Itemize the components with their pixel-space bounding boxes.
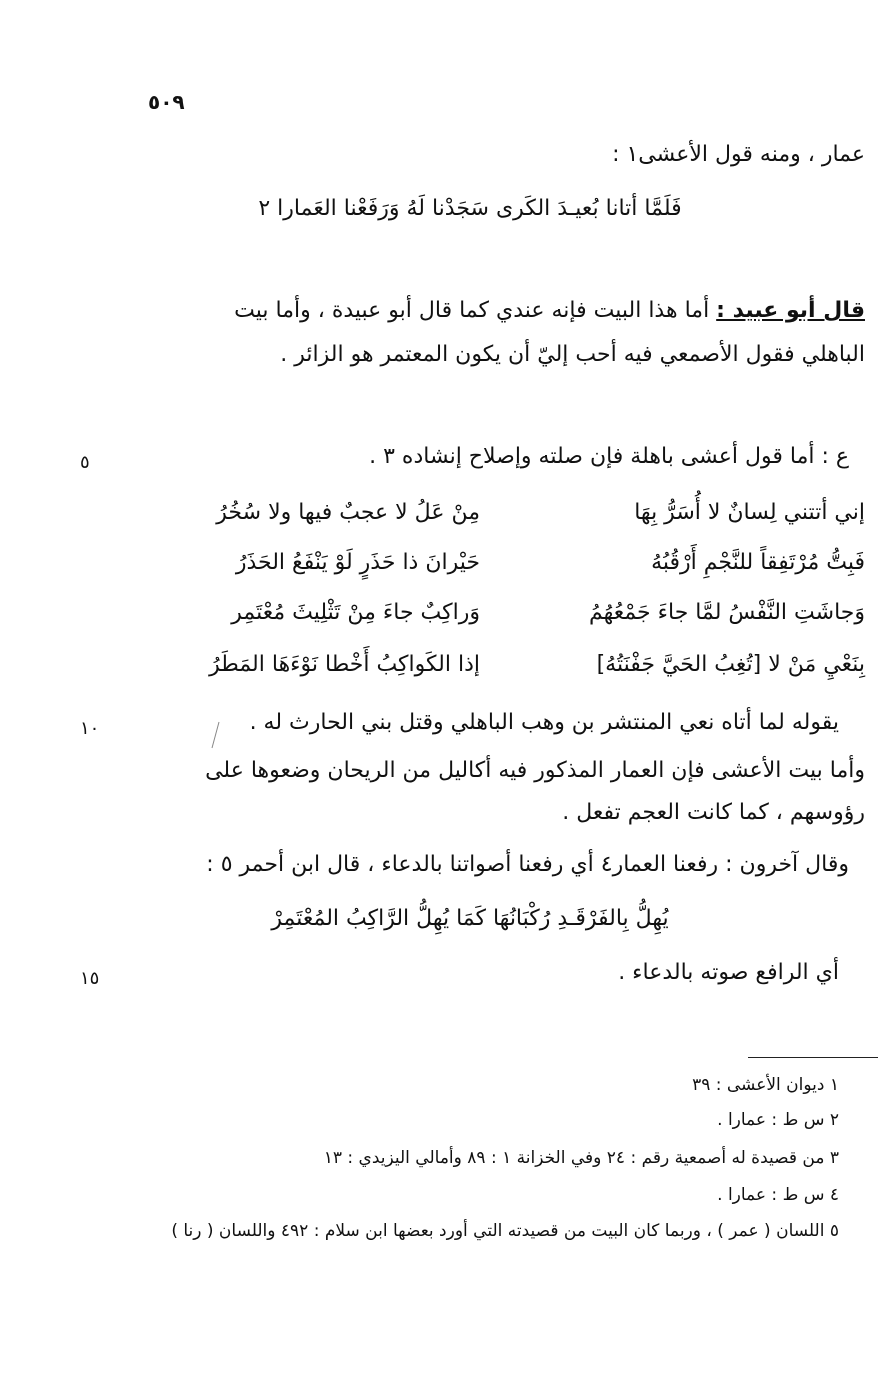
footnote-2: ٢ س ط : عمارا . bbox=[717, 1110, 839, 1130]
text-line-4: ع : أما قول أعشى باهلة فإن صلته وإصلاح إنشاده ٣ . bbox=[369, 444, 849, 469]
stray-mark-icon bbox=[210, 720, 222, 750]
text-line-5: يقوله لما أتاه نعي المنتشر بن وهب الباهلي وقتل بني الحارث له . bbox=[249, 710, 839, 735]
line-number-10: ١٠ bbox=[80, 718, 100, 739]
verse-2-second-half: مِنْ عَلُ لا عجبٌ فيها ولا سُخُرُ bbox=[216, 500, 480, 525]
text-line-6: وأما بيت الأعشى فإن العمار المذكور فيه أكاليل من الريحان وضعوها على bbox=[205, 758, 865, 783]
footnote-1: ١ ديوان الأعشى : ٣٩ bbox=[692, 1075, 839, 1095]
footnote-5: ٥ اللسان ( عمر ) ، وربما كان البيت من قصيدته التي أورد بعضها ابن سلام : ٤٩٢ واللسان ( رنا ) bbox=[171, 1221, 839, 1241]
text-line-7: رؤوسهم ، كما كانت العجم تفعل . bbox=[562, 800, 865, 825]
verse-2-first-half: إني أتتني لِسانٌ لا أُسَرُّ بِهَا bbox=[634, 500, 865, 525]
verse-4-second-half: وَراكِبٌ جاءَ مِنْ تَثْلِيثَ مُعْتَمِر bbox=[231, 600, 480, 625]
text-line-2 bbox=[234, 298, 865, 323]
text-line-9: أي الرافع صوته بالدعاء . bbox=[618, 960, 839, 985]
verse-3-first-half: فَبِتُّ مُرْتَفِقاً للنَّجْمِ أَرْقُبُهُ bbox=[651, 550, 865, 575]
line-number-5: ٥ bbox=[80, 452, 90, 473]
verse-3-second-half: حَيْرانَ ذا حَذَرٍ لَوْ يَنْفَعُ الحَذَرُ bbox=[235, 550, 480, 575]
text-line-3: الباهلي فقول الأصمعي فيه أحب إليّ أن يكون المعتمر هو الزائر . bbox=[280, 342, 865, 367]
verse-6: يُهِلُّ بِالفَرْقَـدِ رُكْبَانُهَا كَمَا يُهِلُّ الرَّاكِبُ المُعْتَمِرْ bbox=[271, 906, 669, 931]
page-number: ٥٠٩ bbox=[148, 90, 185, 114]
text-line-1: عمار ، ومنه قول الأعشى١ : bbox=[612, 142, 865, 167]
line-number-15: ١٥ bbox=[80, 968, 100, 989]
verse-5-second-half: إذا الكَواكِبُ أَخْطا نَوْءَهَا المَطَرُ bbox=[209, 652, 480, 677]
footnote-4: ٤ س ط : عمارا . bbox=[717, 1185, 839, 1205]
text-line-8: وقال آخرون : رفعنا العمار٤ أي رفعنا أصواتنا بالدعاء ، قال ابن أحمر ٥ : bbox=[206, 852, 849, 877]
footnote-rule bbox=[748, 1057, 878, 1058]
footnote-3: ٣ من قصيدة له أصمعية رقم : ٢٤ وفي الخزانة ١ : ٨٩ وأمالي اليزيدي : ١٣ bbox=[323, 1148, 839, 1168]
text-line-2-body: أما هذا البيت فإنه عندي كما قال أبو عبيدة ، وأما بيت bbox=[234, 298, 717, 323]
verse-5-first-half: بِنَعْيِ مَنْ لا [تُغِبُ الحَيَّ جَفْنَتُهُ] bbox=[596, 652, 865, 677]
speaker-label: قال أبو عبيد : bbox=[716, 298, 865, 323]
verse-1: فَلَمَّا أتانا بُعيـدَ الكَرى سَجَدْنا لَهُ وَرَفَعْنا العَمارا ٢ bbox=[258, 196, 682, 221]
verse-4-first-half: وَجاشَتِ النَّفْسُ لمَّا جاءَ جَمْعُهُمُ bbox=[588, 600, 865, 625]
